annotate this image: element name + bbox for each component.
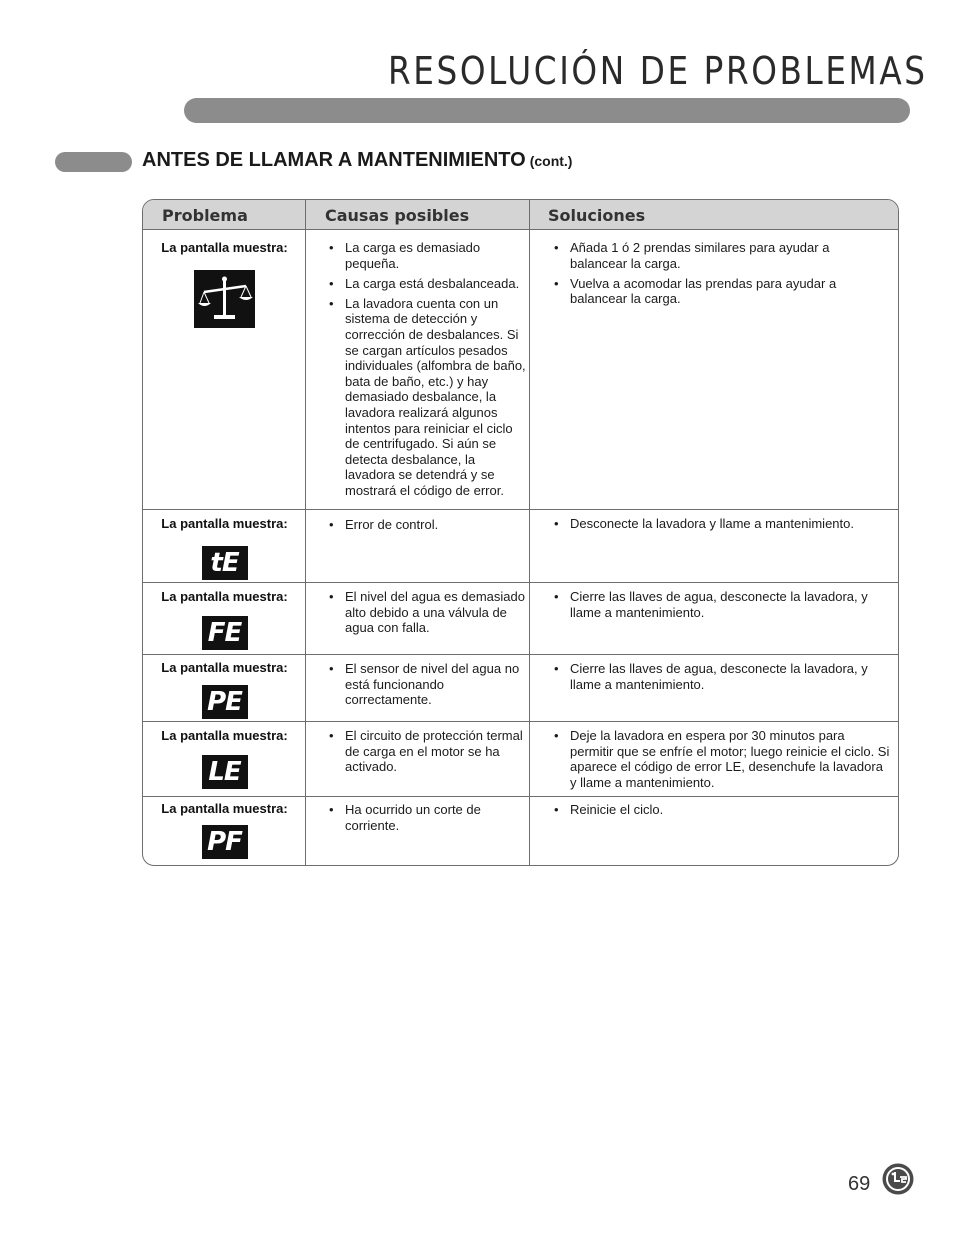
solutions-list bbox=[552, 802, 890, 818]
causes-cell bbox=[306, 229, 530, 503]
causes-list bbox=[327, 661, 526, 708]
solutions-cell bbox=[530, 583, 899, 625]
section-heading bbox=[142, 146, 572, 175]
column-header-problem: Problema bbox=[162, 206, 248, 225]
display-label: La pantalla muestra: bbox=[161, 516, 288, 531]
causes-list bbox=[327, 802, 526, 833]
display-label: La pantalla muestra: bbox=[161, 240, 288, 255]
causes-cell bbox=[306, 655, 530, 712]
page-title: RESOLUCIÓN DE PROBLEMAS bbox=[388, 49, 928, 93]
lg-logo-icon bbox=[882, 1163, 914, 1195]
solutions-cell bbox=[530, 722, 899, 795]
list-item: • La carga es demasiado pequeña. bbox=[327, 240, 526, 271]
list-item: • El sensor de nivel del agua no está funcionando correctamente. bbox=[327, 661, 526, 708]
solutions-cell bbox=[530, 510, 899, 536]
column-header-solutions: Soluciones bbox=[548, 206, 646, 225]
list-item: • Ha ocurrido un corte de corriente. bbox=[327, 802, 526, 833]
table-header bbox=[143, 200, 898, 230]
list-item: • Reinicie el ciclo. bbox=[552, 802, 890, 818]
list-item: • El nivel del agua es demasiado alto debido a una válvula de agua con falla. bbox=[327, 589, 526, 636]
list-item: • Vuelva a acomodar las prendas para ayudar a balancear la carga. bbox=[552, 276, 890, 307]
table-row bbox=[143, 583, 898, 655]
unbalance-scale-icon bbox=[143, 270, 306, 328]
display-label: La pantalla muestra: bbox=[161, 728, 288, 743]
solutions-list bbox=[552, 728, 890, 790]
section-heading-text: ANTES DE LLAMAR A MANTENIMIENTO bbox=[142, 149, 526, 171]
problem-cell bbox=[143, 655, 306, 719]
causes-list bbox=[327, 240, 526, 499]
display-label: La pantalla muestra: bbox=[161, 660, 288, 675]
list-item: • Añada 1 ó 2 prendas similares para ayudar a balancear la carga. bbox=[552, 240, 890, 271]
problem-cell bbox=[143, 722, 306, 789]
solutions-list bbox=[552, 516, 890, 532]
troubleshooting-table bbox=[142, 199, 899, 866]
list-item: • Desconecte la lavadora y llame a mantenimiento. bbox=[552, 516, 890, 532]
table-row bbox=[143, 655, 898, 722]
table-row bbox=[143, 510, 898, 583]
solutions-cell bbox=[530, 797, 899, 822]
problem-cell bbox=[143, 797, 306, 859]
section-heading-suffix: (cont.) bbox=[529, 153, 573, 169]
title-bar bbox=[184, 98, 910, 123]
table-row bbox=[143, 797, 898, 866]
problem-cell bbox=[143, 229, 306, 328]
column-divider bbox=[529, 200, 530, 865]
causes-list bbox=[327, 517, 526, 533]
causes-list bbox=[327, 728, 526, 775]
list-item: • Cierre las llaves de agua, desconecte la lavadora, y llame a mantenimiento. bbox=[552, 589, 890, 620]
list-item: • Deje la lavadora en espera por 30 minutos para permitir que se enfríe el motor; luego reinicie el ciclo. Si aparece el código de error LE, desenchufe la lavadora y llame a mantenimiento. bbox=[552, 728, 890, 790]
error-code-badge: tE bbox=[202, 546, 248, 580]
error-code-badge: PE bbox=[202, 685, 248, 719]
causes-list bbox=[327, 589, 526, 636]
causes-cell bbox=[306, 797, 530, 838]
column-header-causes: Causas posibles bbox=[325, 206, 470, 225]
problem-cell bbox=[143, 510, 306, 580]
column-divider bbox=[305, 200, 306, 865]
solutions-list bbox=[552, 661, 890, 692]
solutions-list bbox=[552, 240, 890, 307]
solutions-list bbox=[552, 589, 890, 620]
list-item: • Error de control. bbox=[327, 517, 526, 533]
section-pill bbox=[55, 152, 132, 172]
list-item: • Cierre las llaves de agua, desconecte la lavadora, y llame a mantenimiento. bbox=[552, 661, 890, 692]
causes-cell bbox=[306, 583, 530, 640]
causes-cell bbox=[306, 722, 530, 779]
table-row bbox=[143, 722, 898, 797]
display-label: La pantalla muestra: bbox=[161, 589, 288, 604]
list-item: • El circuito de protección termal de carga en el motor se ha activado. bbox=[327, 728, 526, 775]
list-item: • La carga está desbalanceada. bbox=[327, 276, 526, 292]
error-code-badge: PF bbox=[202, 825, 248, 859]
error-code-badge: FE bbox=[202, 616, 248, 650]
list-item: • La lavadora cuenta con un sistema de detección y corrección de desbalances. Si se cargan artículos pesados individuales (alfombra de baño, bata de baño, etc.) y hay demasiado desbalance, la lavadora realizará algunos intentos para reiniciar el ciclo de centrifugado. Si aún se detecta desbalance, la lavadora se detendrá y se mostrará el código de error. bbox=[327, 296, 526, 499]
error-code-badge: LE bbox=[202, 755, 248, 789]
causes-cell bbox=[306, 510, 530, 537]
solutions-cell bbox=[530, 229, 899, 311]
display-label: La pantalla muestra: bbox=[161, 801, 288, 816]
table-row bbox=[143, 229, 898, 510]
page-number: 69 bbox=[848, 1173, 871, 1195]
problem-cell bbox=[143, 583, 306, 650]
solutions-cell bbox=[530, 655, 899, 697]
